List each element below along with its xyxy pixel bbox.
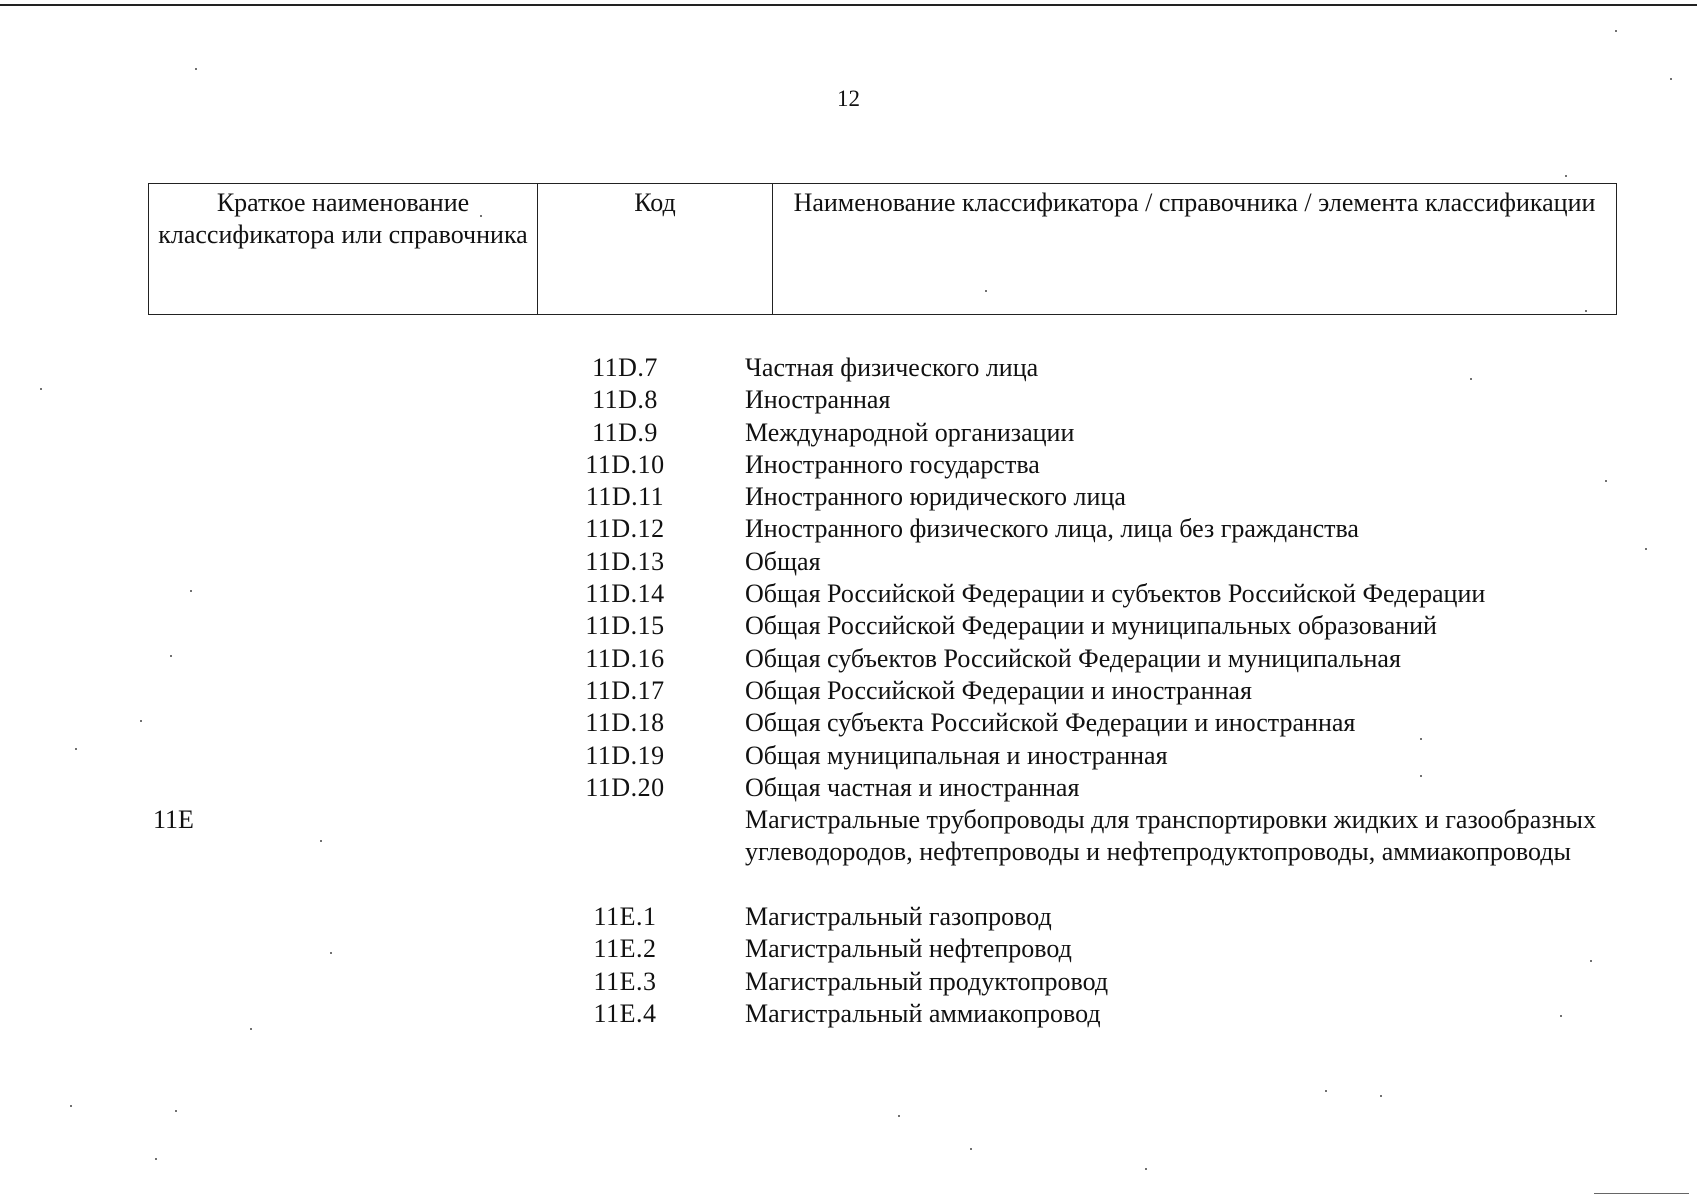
row-title: Иностранного государства (745, 449, 1040, 479)
row-code: 11D.16 (585, 643, 665, 673)
row-title: Общая Российской Федерации и субъектов Российской Федерации (745, 579, 1486, 609)
row-title: Общая муниципальная и иностранная (745, 740, 1168, 770)
row-title: Частная физического лица (745, 353, 1039, 382)
speckle (250, 1028, 252, 1030)
speckle (1605, 480, 1607, 482)
speckle (75, 748, 77, 750)
table-row (0, 578, 1697, 610)
row-title: Магистральный аммиакопровод (745, 999, 1101, 1029)
row-title: Общая (745, 546, 821, 576)
row-code: 11D.17 (585, 675, 665, 705)
table-row (0, 384, 1697, 416)
row-title: Общая Российской Федерации и иностранная (745, 675, 1252, 705)
speckle (1325, 1090, 1327, 1092)
table-row (0, 546, 1697, 578)
speckle (1670, 78, 1672, 80)
speckle (898, 1115, 900, 1117)
table-row (0, 772, 1697, 804)
row-title: Магистральный продуктопровод (745, 966, 1109, 996)
speckle (40, 388, 42, 390)
speckle (190, 590, 192, 592)
row-code: 11E.3 (593, 966, 657, 996)
speckle (330, 952, 332, 954)
row-code: 11D.18 (585, 708, 665, 738)
speckle (155, 1158, 157, 1160)
row-code: 11E.1 (593, 902, 657, 932)
table-row (0, 966, 1697, 998)
row-title: Общая субъектов Российской Федерации и муниципальная (745, 643, 1401, 673)
bottom-rule (1594, 1193, 1689, 1194)
table-row (0, 901, 1697, 933)
row-short-name: 11E (153, 805, 194, 835)
table-header-row (149, 184, 1617, 315)
speckle (170, 655, 172, 657)
speckle (985, 290, 987, 292)
speckle (1420, 775, 1422, 777)
row-code: 11D.7 (592, 353, 658, 382)
row-title: Магистральный нефтепровод (745, 934, 1072, 964)
row-code: 11D.8 (592, 385, 658, 415)
row-title: Общая частная и иностранная (745, 772, 1080, 802)
table-row (0, 804, 1697, 901)
header-name: Наименование классификатора / справочника / элемента классификации (773, 184, 1617, 315)
table-row (0, 513, 1697, 545)
speckle (320, 840, 322, 842)
speckle (1565, 175, 1567, 177)
table-row (0, 643, 1697, 675)
header-short-name: Краткое наименование классификатора или справочника (149, 184, 538, 315)
table-row (0, 610, 1697, 642)
table-row (0, 352, 1697, 384)
speckle (70, 1105, 72, 1107)
speckle (175, 1110, 177, 1112)
speckle (195, 68, 197, 70)
speckle (970, 1148, 972, 1150)
speckle (1590, 960, 1592, 962)
row-title: Иностранного физического лица, лица без гражданства (745, 514, 1359, 544)
speckle (1470, 378, 1472, 380)
row-code: 11E.4 (593, 999, 657, 1029)
classifier-rows (0, 352, 1697, 1030)
speckle (1145, 1168, 1147, 1170)
row-code: 11D.14 (585, 579, 665, 609)
header-code: Код (538, 184, 773, 315)
row-title: Иностранная (745, 385, 891, 415)
table-row (0, 675, 1697, 707)
table-row (0, 933, 1697, 965)
row-title: Общая субъекта Российской Федерации и иностранная (745, 708, 1356, 738)
row-code: 11D.19 (585, 740, 665, 770)
table-row (0, 740, 1697, 772)
row-title: Магистральный газопровод (745, 902, 1052, 932)
row-title: Общая Российской Федерации и муниципальных образований (745, 611, 1437, 641)
table-row (0, 449, 1697, 481)
speckle (1420, 738, 1422, 740)
row-code: 11E.2 (593, 934, 657, 964)
row-title: Иностранного юридического лица (745, 482, 1126, 512)
row-code: 11D.11 (585, 482, 665, 512)
row-title: Магистральные трубопроводы для транспортировки жидких и газообразных углеводородов, нефтепроводы и нефтепродуктопроводы, аммиакопроводы (745, 805, 1596, 867)
speckle (1560, 1015, 1562, 1017)
table-header (148, 183, 1617, 315)
row-code: 11D.12 (585, 514, 665, 544)
speckle (1585, 310, 1587, 312)
table-row (0, 998, 1697, 1030)
row-code: 11D.10 (585, 449, 665, 479)
speckle (1615, 30, 1617, 32)
row-title: Международной организации (745, 417, 1075, 447)
table-row (0, 481, 1697, 513)
row-code: 11D.20 (585, 772, 665, 802)
table-row (0, 707, 1697, 739)
speckle (1380, 1095, 1382, 1097)
speckle (1645, 548, 1647, 550)
speckle (140, 720, 142, 722)
row-code: 11D.15 (585, 611, 665, 641)
table-row (0, 417, 1697, 449)
speckle (480, 215, 482, 217)
top-rule (0, 4, 1697, 6)
page-number: 12 (837, 86, 860, 111)
row-code: 11D.13 (585, 546, 665, 576)
row-code: 11D.9 (592, 417, 658, 447)
